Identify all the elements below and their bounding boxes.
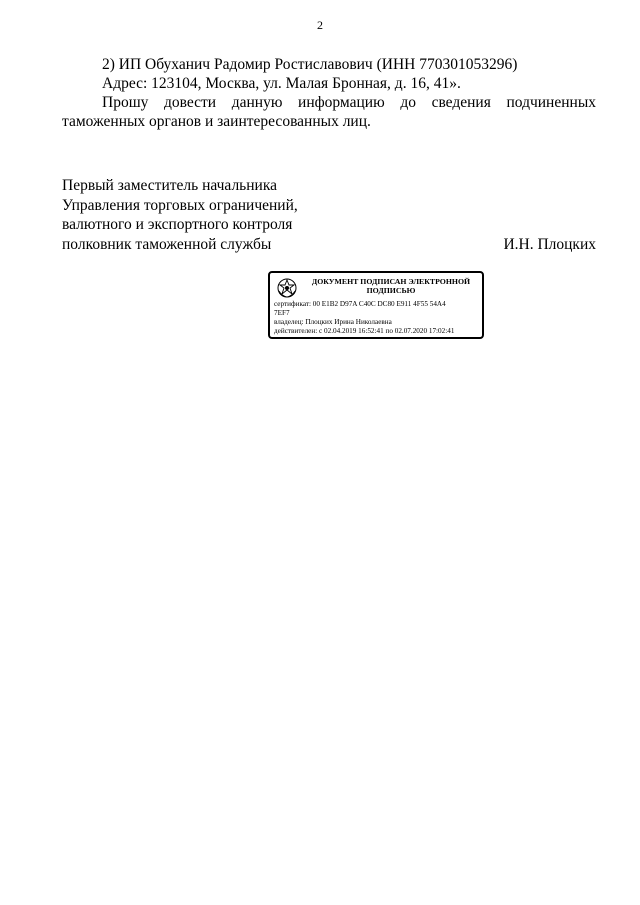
request-word: довести [164,94,217,111]
certificate-line: сертификат: 00 E1B2 D97A C40C DC80 E911 4F55 54A4 [274,300,446,308]
signature-row [62,235,596,255]
stamp-title: ДОКУМЕНТ ПОДПИСАН ЭЛЕКТРОННОЙ ПОДПИСЬЮ [311,277,471,295]
request-word: сведения [431,94,491,111]
e-signature-stamp [268,271,484,339]
request-word: подчиненных [506,94,596,111]
stamp-details [274,300,482,336]
position-line: Первый заместитель начальника [62,177,278,194]
signature-block [62,176,596,254]
address-line: Адрес: 123104, Москва, ул. Малая Бронная, д. 16, 41». [102,75,461,92]
owner-line: владелец: Плоцких Ирина Николаевна [274,318,392,326]
request-word: данную [231,94,283,111]
item-line: 2) ИП Обуханич Радомир Ростиславович (ИНН 770301053296) [102,56,518,73]
request-line [62,93,596,112]
position-line: полковник таможенной службы [62,235,272,253]
certificate-line: 7EF7 [274,309,290,317]
request-word: до [400,94,416,111]
body-text [62,55,596,131]
validity-line: действителен: с 02.04.2019 16:52:41 по 02.07.2020 17:02:41 [274,327,455,335]
request-word: информацию [298,94,385,111]
position-line: Управления торговых ограничений, [62,196,298,214]
customs-emblem-icon [276,277,298,299]
position-line: валютного и экспортного контроля [62,216,293,233]
page-number: 2 [317,18,323,32]
request-line-continued: таможенных органов и заинтересованных лиц. [62,113,371,130]
request-word: Прошу [102,94,149,111]
signatory-name: И.Н. Плоцких [503,235,596,253]
